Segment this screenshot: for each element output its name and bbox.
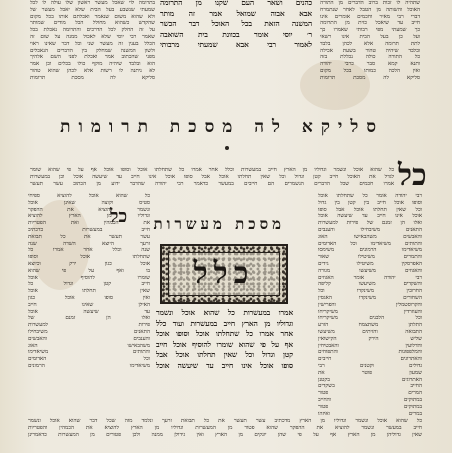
commentary-line: לגדל את האוכל חייב קטן וגדול וכל שאין תחלתו אוכל אבל סופו אוכל אינו חייב עד שיעשה אוכל וכן במעשרות [30,173,394,180]
commentary-line: וכל הלבנים משיקריחו [318,315,422,322]
commentary-line: והתותים משיאדימו [28,349,150,356]
commentary-line: פירות למעשרות [28,322,150,329]
top-middle-text [160,0,312,60]
heading-dot [225,146,229,150]
commentary-line: האפרסקין משיטילו גידים [318,260,422,267]
commentary-line: ולשון המשנה שמחלק בין הדברים הנאכלים [30,47,155,54]
commentary-line: בו ואף על פי שהוא [28,267,150,274]
commentary-line: כל שהוא אוכל להוציא ספיחי [28,193,150,199]
commentary-line: שמעתי שנשבע בעל הבית שלא יאכל מעשר של [30,6,155,13]
commentary-line: הוא ובלבד שיהיה מוקף כולו בכלים וכן אמר [30,61,155,68]
commentary-line: ונשמר להוציא את ההפקר [28,206,150,213]
margin-letter-right: כל [398,158,427,193]
top-left-commentary [30,0,155,106]
commentary-line: וכל האדומים [28,356,150,363]
commentary-line: כל התורה כולה נכללת בזה [320,54,420,61]
commentary-line: זרעך היוצא השדה שנה [28,240,150,247]
commentary-line: שנה וכלל אחר אמרו כל [28,247,150,254]
text-line: ר׳ יוסי אומר בכוונת בית השואבה [160,29,312,39]
commentary-line: סליקא לה מסכת תרומות [30,74,155,81]
commentary-line: גדולים וקטנים רבי [318,362,422,369]
mishnah-line: קטן וגדול וכל שאין תחלתו אוכל אבל [156,350,293,360]
commentary-line: במרים ואיזהו [318,410,422,417]
commentary-line: כך שמעתי מפי רבותי שאמרו כך [320,27,420,34]
commentary-line: שמעון פוטר את [318,369,422,376]
commentary-line: האוכל והשותה מן הטבל לאחר שנתמרח [320,6,420,13]
commentary-line: והתותים משיאדימו וכל האדומים [318,240,422,247]
commentary-line: אוכל כגון ירק וכיוצא [28,260,150,267]
commentary-line: החייב בשקדים [318,383,422,390]
commentary-line: חייב קטן וגדול כל [28,281,150,288]
commentary-line: שומרו להוסיף אוכל [28,274,150,281]
commentary-line: לא ניתנה לו רשות אלא לכהן שהוא טהור [30,67,155,74]
commentary-line: התאנים משיבחילו [28,328,150,335]
top-right-commentary [320,0,420,108]
mishnah-line: אף על פי שהוא שומרו להוסיף אוכל חייב [156,339,293,349]
commentary-line: במתוקים והחייב [318,396,422,403]
commentary-line: לתת תרומה אלא לכהן בלבד [320,40,420,47]
commentary-line: האילן שאינו חייב [28,301,150,308]
commentary-line: עשר תעשר את כל תבואת [28,233,150,240]
commentary-line: התאנים משיבחילו והענבים [318,226,422,233]
commentary-line: השחורים משינקדו האגסין [318,294,422,301]
commentary-line: התבואה והזיתים משיעשו [318,328,422,335]
commentary-line: ואין סופו אוכל כגון [28,294,150,301]
bottom-commentary [28,418,422,448]
tractate-title: מסכת מעשרות [153,215,285,233]
commentary-line: דברי רבי מאיר וחכמים אומרים אינו [320,13,420,20]
commentary-line: משיאדימו הרמונים [28,362,150,369]
commentary-line: והמלפפונות והתפוחים [318,349,422,356]
commentary-line: בתרומה לוי שאכל מעשר ראשון שלו עולה לו לכל [30,0,155,6]
text-line: אבא אבוה שמואל אמר זה מותר [160,8,312,18]
left-commentary-column [28,193,150,403]
mishnah-line: סופו אוכל אינו חייב עד שיעשה אוכל [156,360,293,370]
commentary-line: התלתן משתצמח הזרע [318,322,422,329]
mishnah-line: וגדוליו מן הארץ חייב במעשרות ועוד כלל [156,318,293,328]
commentary-line: והאגוזים משיעשו מגורה [318,267,422,274]
commentary-line: במתוקים פטור [318,403,422,410]
commentary-line: ותנא קמא סבר כרבי יהודה [320,61,420,68]
commentary-line: חייב עד שיאכל כזית מן התרומה [320,20,420,27]
commentary-line: והענבים והאבשים [28,335,150,342]
commentary-line: כל שהוא אוכל ונשמר וגדוליו מן הארץ מדכתיב עשר תעשר את כל תבואת זרעך ונלמד מזה שכל דבר שהוא אוכל ונשמר [28,418,422,424]
commentary-line: ואין הלכה כמותו בכל מקום [320,67,420,74]
commentary-line: משיאדימו הרמונים משימסו [318,247,422,254]
commentary-line: ואלו הן זמנם של [28,315,150,322]
commentary-line: שתהיה לו זכות ברוב הדברים מן התורה [320,0,420,6]
commentary-line: ועל כן בעל הבית אינו רשאי [320,33,420,40]
commentary-line: וכל שאין תחלתו אוכל אבל סופו [318,206,422,213]
commentary-line: והאתרוגים חייבים [318,356,422,363]
commentary-line: וגדוליו מן הארץ להוציא [28,213,150,220]
wide-band-commentary [30,167,394,189]
commentary-line: שתחלתו אוכל וסופו [28,254,150,261]
commentary-line: והתמרים משיטילו שאור [318,254,422,261]
commentary-line: את הכמהין ואת הפטריות [28,220,150,227]
commentary-line: והדלועין והאבטיחין [318,342,422,349]
commentary-line: רבי יהודה אומר האגוזים [318,274,422,281]
commentary-line: מפני שהכתוב אמר ואכלת לפני השם אלהיך [30,54,155,61]
commentary-line: והעוזרדין משיקריחו [318,308,422,315]
mishnah-line: אמרו במעשרות כל שהוא אוכל ונשמר [156,308,293,317]
commentary-line: ואלו הן זמנם של פירות למעשרות [318,220,422,227]
commentary-line: שהקדש כשהוא מחולל הכל מודים שמותר [30,20,155,27]
commentary-line: והשקדים משיעשו קליפה [318,281,422,288]
commentary-line: המרים פטור [318,390,422,397]
commentary-line: והאבשים משהבאישו האוג [318,233,422,240]
text-line: לאמור רבי אבא שמעתי מרבותי [160,40,312,50]
right-commentary-column [318,193,422,418]
margin-letter-left: כל [110,206,128,227]
text-line: המשנה הזאת בכל האוכל דבר הכשר [160,19,312,29]
commentary-line: הכלל בענין זה מעשר שני וכל דבר שאינו ראוי [30,40,155,47]
mishnah-line: אחר אמרו כל שתחלתו אוכל וסופו אוכל [156,329,293,339]
commentary-line: וסופו אוכל חייב בין קטן בין גדול [318,199,422,206]
commentary-line: סליקא לה מסכת תרומות [320,74,420,81]
commentary-line: על זה החלק לכל הדרכים והתרומה נאכלת בכל [30,27,155,34]
commentary-line: כל שהוא אוכל ונשמר וגדוליו מן הארץ חייב במעשרות וכלל אחר אמרו כל שתחלתו אוכל וסופו אוכל אף על פי שהוא שומר [30,167,394,173]
commentary-line: חייב במעשר ונשמר להוציא את ההפקר שהוא פטור מן המעשרות וגדוליו מן הארץ להוציא את הכמהין והפטריות [28,424,422,431]
commentary-line: והקרוסטמלין והפרישין [318,301,422,308]
main-mishnah-text [156,308,293,380]
commentary-line: ובלבד שיהיה טהור בשעת אכילה [320,47,420,54]
commentary-line: אמרו חכמים שכל הדברים הנשמרים הם חייבים במעשר כדאמר רבי יהודה שהדבר ידוע מן הכתוב עשר תעשר [30,180,394,187]
decorated-initial-word-panel [160,244,288,304]
commentary-line: אוכל אינו חייב עד שיעשה אוכל [318,213,422,220]
commentary-line: ולא שהוא משום שנאמר ואכלתם אותו בכל מקום [30,13,155,20]
commentary-line: רבי יהודה אומר כל שתחלתו אוכל [318,193,422,199]
commentary-line: חייב במעשרות כדכתיב [28,226,150,233]
text-line: כהנים ושאר העם שקנו מן התרומה [160,0,312,7]
commentary-line: משהבאישו האוג [28,342,150,349]
decorated-initial-word: כלל [193,256,255,291]
commentary-line: שליש הירק הקישואין [318,335,422,342]
commentary-line: האתרוגים בקטנן [318,376,422,383]
commentary-line: שאמר רבי יוסי שלא לאכול ממנה על שום זה [30,33,155,40]
tractate-end-heading: סליקא לה מסכת תרומות [60,117,384,137]
commentary-line: החרובין משינקדו וכל [318,288,422,295]
commentary-line: שאין תחלתו אוכל [28,288,150,295]
commentary-line: סטיס וקוצה שאינן אוכל [28,199,150,206]
commentary-line: שאין גדוליהן מן הארץ אף על פי שהן יונקים מן הארץ ואין גידולן ממנה ולכן פטורים מן המעשרות כדאמרינן [28,431,422,438]
commentary-line: עד שיעשה אוכל [28,308,150,315]
